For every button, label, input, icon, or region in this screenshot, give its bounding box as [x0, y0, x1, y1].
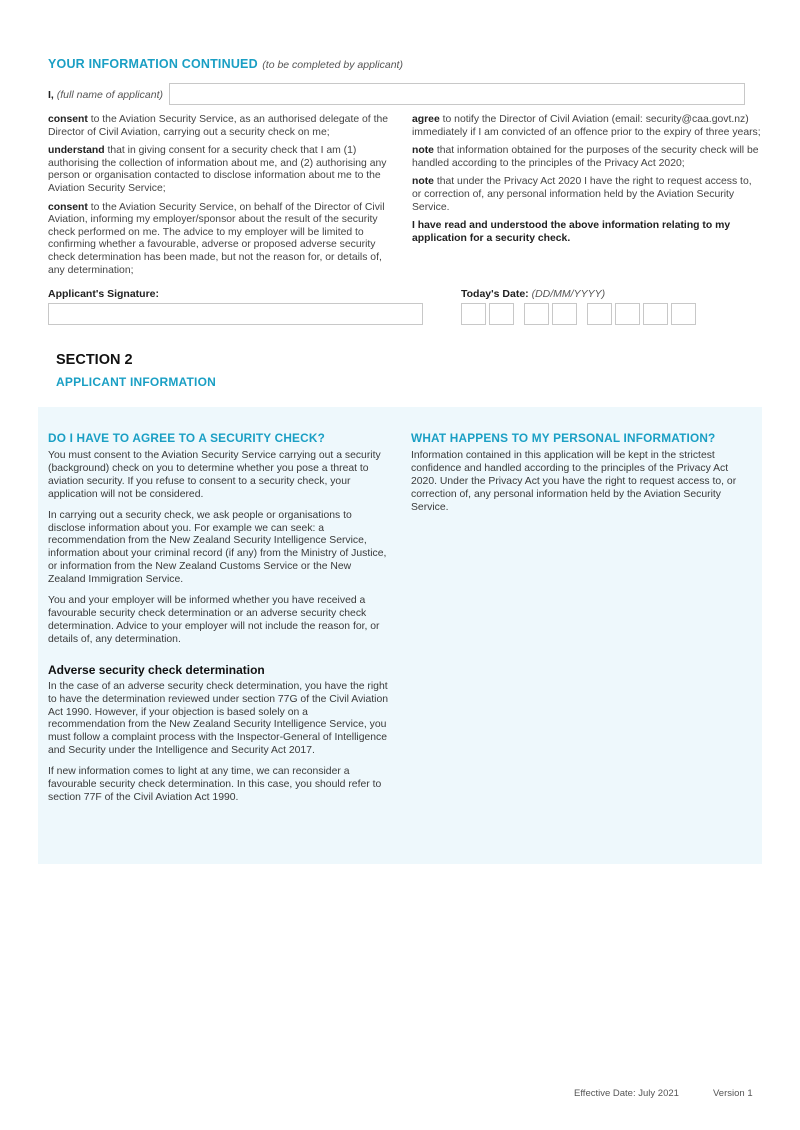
name-label: [48, 89, 163, 101]
date-year-digit-4[interactable]: [671, 303, 696, 325]
signature-input[interactable]: [48, 303, 423, 325]
section-header-title: YOUR INFORMATION CONTINUED: [48, 57, 258, 71]
info-paragraph: In the case of an adverse security check determination, you have the right to have the determination reviewed under section 77G of the Civil Aviation Act 1990. However, if your objection is based solely on a recommendation from the New Zealand Security Intelligence Service, you must follow a complaint process with the Inspector-General of Intelligence and Security under the Intelligence and Security Act 2017.: [48, 680, 389, 757]
date-label-text: Today's Date:: [461, 288, 529, 300]
info-paragraph: You and your employer will be informed whether you have received a favourable security check determination or an adverse security check determination. Advice to your employer will not include the reason for, or details of, any determination.: [48, 595, 380, 645]
declaration-consent-employer: consent to the Aviation Security Service, on behalf of the Director of Civil Aviation, informing my employer/sponsor about the result of the security check performed on me. The advice to my employer will be limited to confirming whether a favourable, adverse or proposed adverse security check determination has been made, but not the reason for, or details of, any determination;: [48, 201, 385, 276]
date-day-digit-1[interactable]: [461, 303, 486, 325]
acknowledgement-statement: I have read and understood the above information relating to my application for a security check.: [412, 220, 731, 244]
declarations-left: [48, 114, 393, 283]
effective-date: Effective Date: July 2021: [574, 1088, 679, 1099]
security-check-heading: DO I HAVE TO AGREE TO A SECURITY CHECK?: [48, 431, 325, 445]
declaration-understand: understand that in giving consent for a security check that I am (1) authorising the collection of information about me, and (2) authorising any person or organisation contacted to disclose information about me to the Aviation Security Service;: [48, 145, 387, 194]
date-month-digit-1[interactable]: [524, 303, 549, 325]
info-paragraph: If new information comes to light at any time, we can reconsider a favourable security check determination. In this case, you should refer to section 77F of the Civil Aviation Act 1990.: [48, 766, 382, 803]
declaration-note-access: note that under the Privacy Act 2020 I have the right to request access to, or correction of, any personal information held by the Aviation Security Service.: [412, 176, 752, 213]
declaration-note-privacy: note that information obtained for the purposes of the security check will be handled according to the principles of the Privacy Act 2020;: [412, 145, 759, 169]
info-panel: [38, 407, 762, 864]
section-title: APPLICANT INFORMATION: [56, 375, 216, 389]
adverse-determination-heading: Adverse security check determination: [48, 662, 265, 677]
info-paragraph: You must consent to the Aviation Security Service carrying out a security (background) check on you to determine whether you pose a threat to aviation security. If you refuse to consent to a security check, your application will not be considered.: [48, 450, 381, 500]
section-header: [48, 55, 403, 73]
date-label: [461, 288, 605, 300]
date-year-digit-3[interactable]: [643, 303, 668, 325]
declarations-right: [412, 114, 762, 251]
section-header-note: (to be completed by applicant): [262, 59, 403, 71]
personal-information-heading: WHAT HAPPENS TO MY PERSONAL INFORMATION?: [411, 431, 716, 445]
date-year-digit-2[interactable]: [615, 303, 640, 325]
signature-label: Applicant's Signature:: [48, 288, 160, 300]
name-label-prefix: I,: [48, 89, 54, 101]
info-panel-right: [411, 431, 756, 521]
info-panel-left: [48, 431, 388, 811]
info-paragraph: Information contained in this application will be kept in the strictest confidence and handled according to the principles of the Privacy Act 2020. Under the Privacy Act you have the right to request access to, or correction of, any personal information held by the Aviation Security Service.: [411, 450, 737, 513]
info-paragraph: In carrying out a security check, we ask people or organisations to disclose information about you. For example we can seek: a recommendation from the New Zealand Security Intelligence Service, information about your criminal record (if any) from the Ministry of Justice, or information from the New Zealand Customs Service or the New Zealand Immigration Service.: [48, 509, 387, 586]
version-label: Version 1: [713, 1088, 753, 1099]
declaration-consent-check: consent to the Aviation Security Service, as an authorised delegate of the Director of Civil Aviation, carrying out a security check on me;: [48, 114, 389, 138]
date-format-note: (DD/MM/YYYY): [531, 288, 606, 300]
date-year-digit-1[interactable]: [587, 303, 612, 325]
full-name-input[interactable]: [169, 83, 745, 105]
section-number: SECTION 2: [56, 352, 133, 368]
declaration-agree: agree to notify the Director of Civil Aviation (email: security@caa.govt.nz) immediately if I am convicted of an offence prior to the expiry of three years;: [412, 114, 761, 138]
date-month-digit-2[interactable]: [552, 303, 577, 325]
name-label-note: (full name of applicant): [56, 89, 163, 101]
date-day-digit-2[interactable]: [489, 303, 514, 325]
